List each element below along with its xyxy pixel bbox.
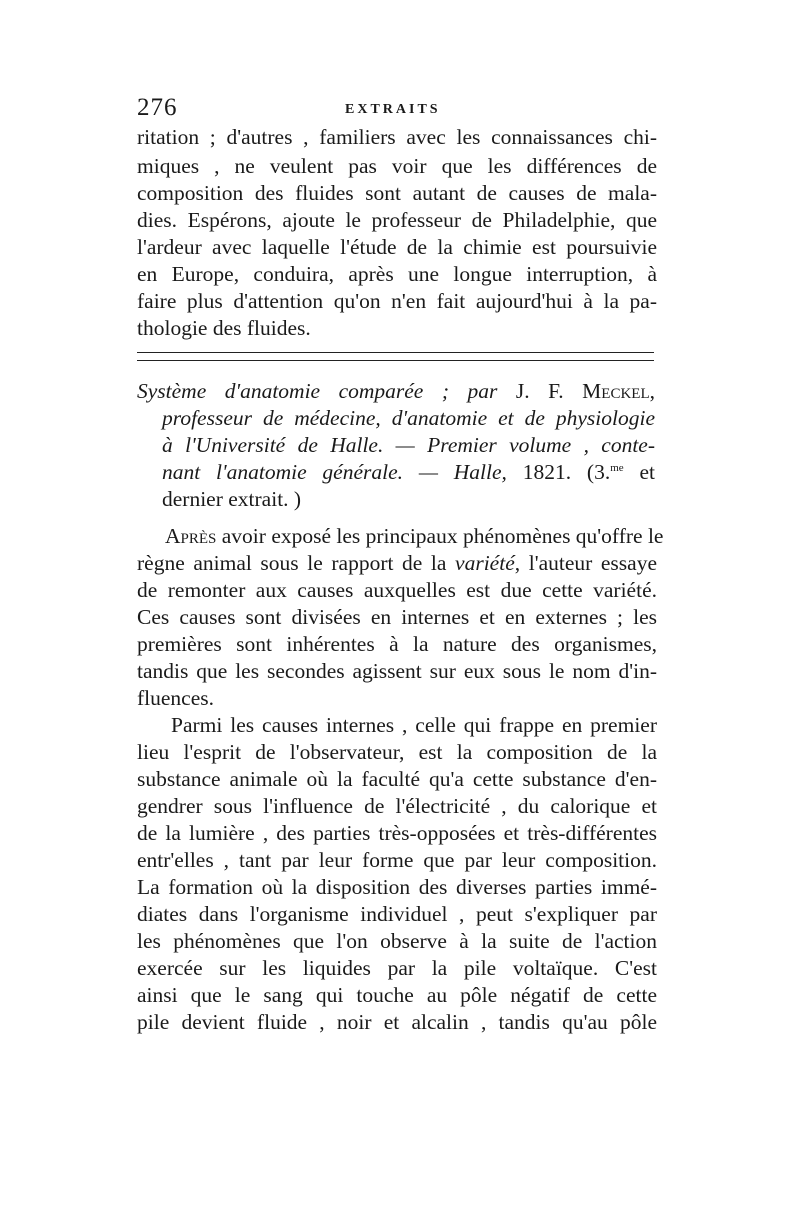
text-line: lieu l'esprit de l'observateur, est la composition de la xyxy=(137,740,657,764)
citation-place: nant l'anatomie générale. — Halle, xyxy=(162,460,507,484)
text-line: en Europe, conduira, après une longue interruption, à xyxy=(137,262,657,286)
text-line: La formation où la disposition des diverses parties immé- xyxy=(137,875,657,899)
text-line: thologie des fluides. xyxy=(137,316,311,340)
para2-emphasis: variété xyxy=(455,551,515,575)
text-line: gendrer sous l'influence de l'électricité , du calorique et xyxy=(137,794,657,818)
citation-year: 1821. xyxy=(522,460,572,484)
text-line: pile devient fluide , noir et alcalin , tandis qu'au pôle xyxy=(137,1010,657,1034)
section-rule-top xyxy=(137,352,654,353)
citation-author-initials: J. F. xyxy=(515,379,564,403)
text-line: de la lumière , des parties très-opposées et très-différentes xyxy=(137,821,657,845)
page-number: 276 xyxy=(137,94,178,121)
citation-line-5: dernier extrait. ) xyxy=(162,487,302,511)
text-line: premières sont inhérentes à la nature des organismes, xyxy=(137,632,657,656)
citation-line-4 xyxy=(162,459,655,485)
text-line: Ces causes sont divisées en internes et en externes ; les xyxy=(137,605,657,629)
citation-line-1 xyxy=(137,378,655,404)
text-line: fluences. xyxy=(137,686,215,710)
running-title: EXTRAITS xyxy=(345,102,441,117)
text-line: l'ardeur avec laquelle l'étude de la chimie est poursuivie xyxy=(137,235,657,259)
para2-line-2: règne animal sous le rapport de la variété, l'auteur essaye xyxy=(137,551,657,575)
text-line: diates dans l'organisme individuel , peut s'expliquer par xyxy=(137,902,657,926)
running-head xyxy=(137,94,657,124)
text-line: faire plus d'attention qu'on n'en fait aujourd'hui à la pa- xyxy=(137,289,657,313)
para2-line1-rest: avoir exposé les principaux phénomènes qu'offre le xyxy=(221,524,664,548)
text-line: composition des fluides sont autant de causes de mala- xyxy=(137,181,657,205)
section-rule-bottom xyxy=(137,360,654,361)
citation-extract-number: (3.$^{me}$ xyxy=(586,460,624,484)
text-line: de remonter aux causes auxquelles est due cette variété. xyxy=(137,578,657,602)
text-line: miques , ne veulent pas voir que les différences de xyxy=(137,154,657,178)
text-line: Parmi les causes internes , celle qui frappe en premier xyxy=(171,713,657,737)
citation-extract-sup: me xyxy=(610,461,624,474)
text-line: ainsi que le sang qui touche au pôle négatif de cette xyxy=(137,983,657,1007)
citation-author-name: Meckel, xyxy=(582,379,655,403)
text-line: exercée sur les liquides par la pile voltaïque. C'est xyxy=(137,956,657,980)
text-line: entr'elles , tant par leur forme que par leur composition. xyxy=(137,848,657,872)
text-line: les phénomènes que l'on observe à la suite de l'action xyxy=(137,929,657,953)
citation-extract-et: et xyxy=(639,460,655,484)
text-line: dies. Espérons, ajoute le professeur de Philadelphie, que xyxy=(137,208,657,232)
citation-line-2: professeur de médecine, d'anatomie et de physiologie xyxy=(162,406,655,430)
citation-title: Système d'anatomie comparée ; par xyxy=(137,379,498,403)
text-line: ritation ; d'autres , familiers avec les connaissances chi- xyxy=(137,125,657,149)
text-line: tandis que les secondes agissent sur eux sous le nom d'in- xyxy=(137,659,657,683)
citation-line-3: à l'Université de Halle. — Premier volume , conte- xyxy=(162,433,655,457)
para2-first-word: Après xyxy=(165,524,217,548)
para2-line-1 xyxy=(165,523,664,549)
text-line: substance animale où la faculté qu'a cette substance d'en- xyxy=(137,767,657,791)
